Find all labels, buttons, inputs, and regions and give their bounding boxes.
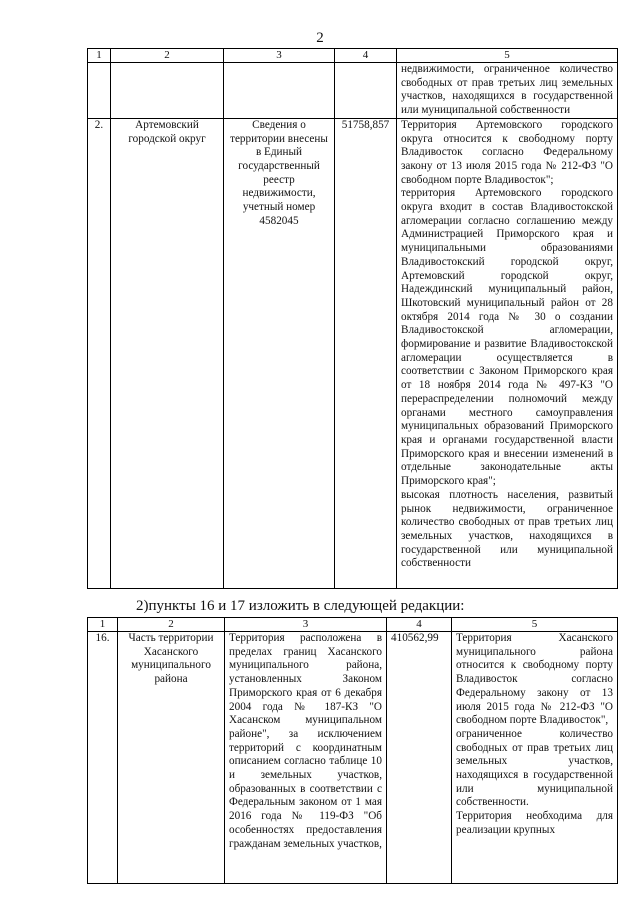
- area-value: 410562,99: [387, 632, 452, 884]
- empty-cell: [88, 63, 111, 119]
- municipality-name: Часть территории Хасанского муниципального района: [118, 632, 225, 884]
- header-cell: 2: [111, 49, 224, 63]
- description-paragraph: территория Артемовского городского округа входит в состав Владивостокской агломерации согласно соглашению между Администрацией Приморского края и муниципальными образованиями Владивостокский городской округ, Артемовский городской округ, Надеждинский муниципальный район, Шкотовский муниципальный район от 28 октября 2014 года № 30 о создании Владивостокской агломерации, формирование и развитие Владивостокской агломерации осуществляется в соответствии с Законом Приморского края от 18 ноября 2014 года № 497-КЗ "О перераспределении полномочий между органами местного самоуправления муниципальных образований Приморского края и органами государственной власти Приморского края и внесении изменений в отдельные законодательные акты Приморского края";: [401, 187, 613, 488]
- description-paragraph: Территория необходима для реализации крупных: [456, 810, 613, 836]
- description-paragraph: высокая плотность населения, развитый рынок недвижимости, ограниченное количество свободных от прав третьих лиц земельных участков, находящихся в государственной или муниципальной собственности: [401, 488, 613, 570]
- description-paragraph: ограниченное количество свободных от прав третьих лиц земельных участков, находящихся в государственной или муниципальной собственности.: [456, 727, 613, 809]
- table-row: [88, 63, 618, 119]
- header-cell: 5: [397, 49, 618, 63]
- row-number: 2.: [88, 118, 111, 588]
- registry-info: Сведения о территории внесены в Единый государственный реестр недвижимости, учетный номер 4582045: [224, 118, 335, 588]
- regions-table-new: [87, 617, 618, 884]
- header-cell: 1: [88, 618, 118, 632]
- header-cell: 1: [88, 49, 111, 63]
- description-cell: недвижимости, ограниченное количество свободных от прав третьих лиц земельных участков, находящихся в государственной или муниципальной собственности: [397, 63, 618, 119]
- page-number: 2: [316, 30, 324, 46]
- empty-cell: [111, 63, 224, 119]
- municipality-name: Артемовский городской округ: [111, 118, 224, 588]
- table-row: [88, 118, 618, 588]
- header-cell: 5: [452, 618, 618, 632]
- header-cell: 3: [225, 618, 387, 632]
- empty-cell: [335, 63, 397, 119]
- description-paragraph: Территория Артемовского городского округа относится к свободному порту Владивосток согласно Федеральному закону от 13 июля 2015 года № 212-ФЗ "О свободном порте Владивосток";: [401, 118, 613, 186]
- area-value: 51758,857: [335, 118, 397, 588]
- description-paragraph: Территория Хасанского муниципального района относится к свободному порту Владивосток согласно Федеральному закону от 13 июля 2015 года № 212-ФЗ "О свободном порте Владивосток",: [456, 632, 613, 727]
- header-cell: 4: [387, 618, 452, 632]
- territory-description: Территория расположена в пределах границ Хасанского муниципального района, установленных Законом Приморского края от 6 декабря 2004 года № 187-КЗ "О Хасанском муниципальном районе", за исключением территорий с координатным описанием согласно таблице 10 и земельных участков, образованных в соответствии с Федеральным законом от 1 мая 2016 года № 119-ФЗ "Об особенностях предоставления гражданам земельных участков,: [225, 632, 387, 884]
- description-cell: [452, 632, 618, 884]
- header-cell: 3: [224, 49, 335, 63]
- table-row: [88, 632, 618, 884]
- empty-cell: [224, 63, 335, 119]
- table-header-row: [88, 618, 618, 632]
- table-header-row: [88, 49, 618, 63]
- description-cell: [397, 118, 618, 588]
- header-cell: 4: [335, 49, 397, 63]
- section-heading: 2)пункты 16 и 17 изложить в следующей редакции:: [136, 598, 465, 614]
- regions-table-continued: [87, 48, 618, 589]
- row-number: 16.: [88, 632, 118, 884]
- header-cell: 2: [118, 618, 225, 632]
